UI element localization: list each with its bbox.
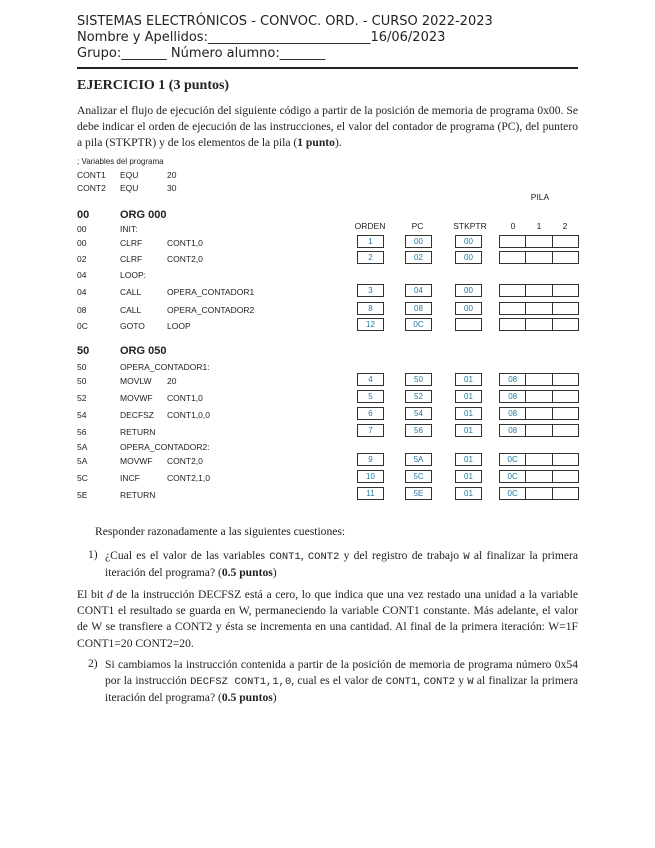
stack-cell-2[interactable] [553,285,578,296]
pc-box[interactable]: 5A [405,453,432,466]
code-address: 52 [77,393,87,403]
code-operand: CONT1,0 [167,238,203,248]
stkptr-header: STKPTR [453,221,487,231]
orden-box[interactable]: 8 [357,302,384,315]
stack-cell-2[interactable] [553,391,578,402]
code-operand: OPERA_CONTADOR1 [167,287,255,297]
q1-text-2: y del registro de trabajo [339,549,464,562]
stkptr-box[interactable]: 01 [455,487,482,500]
orden-box[interactable]: 9 [357,453,384,466]
code-mnemonic: INCF [120,473,140,483]
q2-points: 0.5 puntos [221,691,273,704]
exam-date: 16/06/2023 [370,30,446,45]
stack-cells [499,235,579,248]
var-op: EQU [120,170,139,180]
question-1 [105,548,578,581]
question-2-number: 2) [88,657,98,670]
code-operand: CONT2,0 [167,456,203,466]
pc-box[interactable]: 54 [405,407,432,420]
stack-cell-1[interactable] [526,488,552,499]
stack-cell-1[interactable] [526,236,552,247]
code-mnemonic: GOTO [120,321,145,331]
stack-cells [499,251,579,264]
code-address: 04 [77,270,87,280]
stkptr-box[interactable]: 00 [455,302,482,315]
questions-lead: Responder razonadamente a las siguientes cuestiones: [95,525,346,538]
stack-cells [499,302,579,315]
org2-directive: ORG 050 [120,345,167,357]
stkptr-box[interactable]: 01 [455,407,482,420]
pila-header: PILA [530,192,550,202]
q2-var-cont1: CONT1 [385,676,418,688]
code-label: OPERA_CONTADOR2: [120,442,210,452]
stack-cell-1[interactable] [526,252,552,263]
stack-0-header: 0 [510,221,516,231]
pc-box[interactable]: 02 [405,251,432,264]
orden-box[interactable]: 6 [357,407,384,420]
code-address: 5C [77,473,88,483]
q2-sep: , [417,674,424,687]
stack-cell-1[interactable] [526,374,552,385]
name-label: Nombre y Apellidos: [77,30,208,45]
exam-header-title: SISTEMAS ELECTRÓNICOS - CONVOC. ORD. - CURSO 2022-2023 [77,14,493,29]
stack-cell-0[interactable] [500,236,526,247]
pc-box[interactable]: 08 [405,302,432,315]
stack-cell-0[interactable]: 0C [500,488,526,499]
stack-cell-2[interactable] [553,252,578,263]
var-name: CONT2 [77,183,106,193]
org1-addr: 00 [77,209,90,221]
intro-end: ). [334,136,342,150]
stack-cells [499,424,579,437]
code-address: 56 [77,427,87,437]
code-mnemonic: RETURN [120,490,156,500]
code-label: LOOP: [120,270,146,280]
code-operand: 20 [167,376,177,386]
stkptr-box[interactable] [455,318,482,331]
org1-directive: ORG 000 [120,209,167,221]
stack-cell-2[interactable] [553,319,578,330]
var-op: EQU [120,183,139,193]
ans1-bit-d: d [106,588,113,601]
orden-box[interactable]: 1 [357,235,384,248]
q1-var-cont2: CONT2 [307,551,340,563]
stack-cell-2[interactable] [553,236,578,247]
code-mnemonic: CLRF [120,254,143,264]
stack-cells [499,470,579,483]
q2-text-2: , cual es el valor de [291,674,386,687]
stkptr-box[interactable]: 01 [455,453,482,466]
stkptr-box[interactable]: 01 [455,373,482,386]
q2-var-cont2: CONT2 [423,676,455,688]
question-2 [105,657,578,706]
ans1-text-2: de la instrucción DECFSZ está a cero, lo que indica que una vez restado una unidad a la variable CONT1 el resultado se guarda en W, permaneciendo la variable CONT1 constante. Más adelante, el valor de W se transfiere a CONT2 y ésta se incrementa en una cantidad. Al final de la primera iteración: W=1F CONT1=20 CONT2=20. [77,588,579,650]
pc-box[interactable]: 50 [405,373,432,386]
stkptr-box[interactable]: 01 [455,390,482,403]
code-address: 04 [77,287,87,297]
stack-cells [499,407,579,420]
stack-cells [499,390,579,403]
student-number-label: Número alumno: [170,46,280,61]
code-address: 02 [77,254,87,264]
q1-points: 0.5 puntos [221,566,273,579]
code-mnemonic: RETURN [120,427,156,437]
code-operand: LOOP [167,321,191,331]
stack-cell-0[interactable]: 0C [500,454,526,465]
code-mnemonic: DECFSZ [120,410,154,420]
stack-cell-1[interactable] [526,303,552,314]
code-mnemonic: MOVWF [120,393,153,403]
stkptr-box[interactable]: 01 [455,470,482,483]
exercise-intro [77,103,578,152]
group-line [77,46,325,61]
code-address: 5A [77,442,88,452]
stkptr-box[interactable]: 01 [455,424,482,437]
code-mnemonic: CALL [120,305,142,315]
org2-addr: 50 [77,345,90,357]
code-address: 00 [77,238,87,248]
stack-2-header: 2 [562,221,568,231]
code-address: 5E [77,490,88,500]
var-value: 20 [167,170,177,180]
q1-end: ) [272,566,277,579]
q2-var-w: W [467,676,474,688]
vars-comment: ; Variables del programa [77,157,164,166]
code-label: OPERA_CONTADOR1: [120,362,210,372]
stack-cell-0[interactable]: 08 [500,425,526,436]
pc-box[interactable]: 0C [405,318,432,331]
q2-text-4: al finalizar la primera iteración del programa? ( [105,674,579,704]
code-address: 5A [77,456,88,466]
name-blank: _________________________ [207,30,371,45]
code-operand: CONT1,0,0 [167,410,210,420]
stack-cell-2[interactable] [553,454,578,465]
answer-1 [77,587,578,652]
orden-box[interactable]: 3 [357,284,384,297]
stack-cell-0[interactable]: 08 [500,374,526,385]
intro-text: Analizar el flujo de ejecución del siguiente código a partir de la posición de memoria de programa 0x00. Se debe indicar el orden de ejecución de las instrucciones, el valor del contador de programa (PC), del puntero a pila (STKPTR) y de los elementos de la pila ( [77,104,578,150]
stack-cell-0[interactable] [500,285,526,296]
group-label: Grupo: [77,46,122,61]
code-address: 50 [77,376,87,386]
stkptr-box[interactable]: 00 [455,235,482,248]
stack-cell-2[interactable] [553,471,578,482]
stack-cell-1[interactable] [526,285,552,296]
group-blank: _______ [121,46,167,61]
q1-text-3: al finalizar la primera iteración del programa? ( [105,549,578,579]
stkptr-box[interactable]: 00 [455,251,482,264]
stack-cell-1[interactable] [526,391,552,402]
stack-cell-2[interactable] [553,488,578,499]
var-value: 30 [167,183,177,193]
stack-cell-0[interactable]: 08 [500,391,526,402]
code-mnemonic: CLRF [120,238,143,248]
code-address: 54 [77,410,87,420]
q2-instruction: DECFSZ CONT1,1,0 [190,676,292,688]
code-operand: OPERA_CONTADOR2 [167,305,255,315]
stack-cell-1[interactable] [526,471,552,482]
exercise-title: EJERCICIO 1 (3 puntos) [77,78,230,93]
code-mnemonic: MOVLW [120,376,152,386]
code-address: 50 [77,362,87,372]
stack-cells [499,487,579,500]
stack-cell-2[interactable] [553,408,578,419]
student-number-blank: _______ [279,46,326,61]
pc-box[interactable]: 00 [405,235,432,248]
q2-text-3: y [454,674,468,687]
stack-cells [499,453,579,466]
question-1-number: 1) [88,548,98,561]
var-name: CONT1 [77,170,106,180]
stack-cells [499,318,579,331]
stack-cells [499,373,579,386]
stack-cell-1[interactable] [526,454,552,465]
code-operand: CONT2,1,0 [167,473,210,483]
code-mnemonic: CALL [120,287,142,297]
q2-text: Si cambiamos la instrucción contenida a partir de la posición de memoria de programa número 0x54 por la instrucción [105,658,578,687]
code-operand: CONT2,0 [167,254,203,264]
stkptr-box[interactable]: 00 [455,284,482,297]
pc-box[interactable]: 52 [405,390,432,403]
stack-cell-0[interactable] [500,252,526,263]
name-line [77,30,445,45]
stack-1-header: 1 [536,221,542,231]
code-address: 00 [77,224,87,234]
orden-box[interactable]: 12 [357,318,384,331]
stack-cell-1[interactable] [526,425,552,436]
ans1-text: El bit [77,588,107,601]
pc-box[interactable]: 5E [405,487,432,500]
header-rule [77,67,578,69]
orden-box[interactable]: 4 [357,373,384,386]
orden-box[interactable]: 7 [357,424,384,437]
stack-cell-2[interactable] [553,374,578,385]
pc-box[interactable]: 56 [405,424,432,437]
stack-cell-2[interactable] [553,303,578,314]
stack-cell-1[interactable] [526,319,552,330]
stack-cell-1[interactable] [526,408,552,419]
q1-text: ¿Cual es el valor de las variables [105,549,270,562]
orden-box[interactable]: 11 [357,487,384,500]
code-address: 08 [77,305,87,315]
stack-cell-0[interactable] [500,319,526,330]
stack-cell-0[interactable] [500,303,526,314]
pc-box[interactable]: 04 [405,284,432,297]
pc-box[interactable]: 5C [405,470,432,483]
intro-points: 1 punto [297,136,335,150]
orden-box[interactable]: 5 [357,390,384,403]
stack-cell-2[interactable] [553,425,578,436]
q1-var-cont1: CONT1 [269,551,301,563]
orden-header: ORDEN [354,221,386,231]
code-label: INIT: [120,224,138,234]
code-address: 0C [77,321,88,331]
q1-var-w: W [463,551,470,563]
orden-box[interactable]: 10 [357,470,384,483]
stack-cells [499,284,579,297]
stack-cell-0[interactable]: 0C [500,471,526,482]
pc-header: PC [411,221,424,231]
stack-cell-0[interactable]: 08 [500,408,526,419]
q1-sep: , [300,549,308,562]
q2-end: ) [272,691,277,704]
code-operand: CONT1,0 [167,393,203,403]
orden-box[interactable]: 2 [357,251,384,264]
code-mnemonic: MOVWF [120,456,153,466]
